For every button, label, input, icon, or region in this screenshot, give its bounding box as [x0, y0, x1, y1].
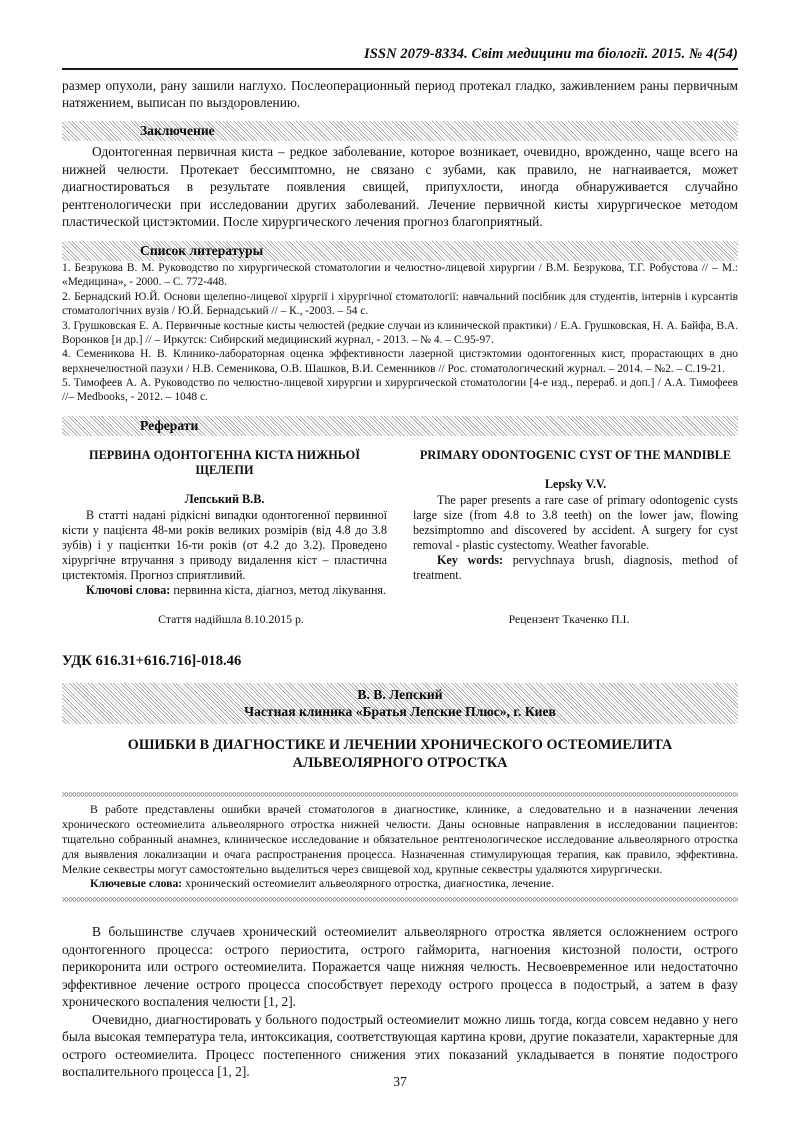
abstract-keywords-uk	[62, 583, 387, 598]
list-item: 3. Грушковская Е. А. Первичные костные кисты челюстей (редкие случаи из клинической практики) / Е.А. Грушковская, Н. А. Байфа, В.А. Воронков [и др.] // – Иркутск: Сибирский медицинский журнал, - 2013. – № 4. – С.95-97.	[62, 319, 738, 346]
abstract-keywords-en	[413, 553, 738, 583]
submission-row	[62, 612, 738, 627]
abstract-keywords-value-uk: первинна кіста, діагноз, метод лікування.	[173, 582, 387, 597]
page-title	[62, 737, 738, 772]
article-title-line1: ОШИБКИ В ДИАГНОСТИКЕ И ЛЕЧЕНИИ ХРОНИЧЕСКОГО ОСТЕОМИЕЛИТА	[127, 737, 673, 754]
abstract-column-ukrainian	[62, 448, 387, 597]
reviewer-name: Рецензент Ткаченко П.І.	[508, 611, 630, 626]
section-heading-references	[62, 241, 738, 262]
article-body	[62, 923, 738, 1080]
wavy-border-top	[62, 792, 738, 797]
abstract-author-en: Lepsky V.V.	[544, 477, 607, 492]
conclusion-text: Одонтогенная первичная киста – редкое заболевание, которое возникает, очевидно, врожденно, чаще всего на нижней челюсти. Протекает бессимптомно, не связано с зубами, как правило, не нагнаивается, может диагностироваться в результате появления свищей, припухлости, иногда обнаруживается случайно рентгенологически при исследовании других заболеваний. Лечение первичной кисты хирургическое методом пластической цистэктомии. После хирургического лечения прогноз благоприятный.	[62, 144, 738, 230]
abstract-body-en: The paper presents a rare case of primary odontogenic cysts large size (from 4.8 to 3.8 teeth) on the lower jaw, flowing bezsimptomno and discovered by accident. A surgery for cyst removal - plastic cystectomy. Weather favorable.	[413, 493, 738, 552]
top-paragraph: размер опухоли, рану зашили наглухо. Послеоперационный период протекал гладко, заживлением раны первичным натяжением, выписан по выздоровлению.	[62, 78, 738, 111]
abstract-body-uk: В статті надані рідкісні випадки одонтогенної первинної кісти у пацієнта 48-ми років великих розмірів (від 4.8 до 3.8 зубів) і у пацієнтки 16-ти років (от 4.2 до 3.2). Проведено хірургічне втручання з приводу видалення кіст – пластична цистектомія. Прогноз сприятливий.	[62, 507, 387, 582]
body-paragraph: В большинстве случаев хронический остеомиелит альвеолярного отростка является осложнением острого одонтогенного процесса: острого периостита, острого гайморита, нагноения кистозной полости, острого перикоронита или острого остеомиелита. Поражается чаще нижняя челюсть. Несвоевременное или недостаточно эффективное лечение острого процесса способствует переходу острого процесса в подострый, а затем в фазу хронического воспаления челюсти [1, 2].	[62, 924, 738, 1010]
body-paragraph: Очевидно, диагностировать у больного подострый остеомиелит можно лишь тогда, когда совсем недавно у него была высокая температура тела, интоксикация, соответствующая картина крови, другие показатели, характерные для острого остеомиелита. Процесс постепенного снижения этих показаний укладывается в понятие подострого воспалительного процесса [1, 2].	[62, 1011, 738, 1080]
references-heading-label: Список литературы	[140, 242, 264, 258]
abstract-column-english	[413, 448, 738, 597]
abstracts-columns	[62, 448, 738, 597]
article-abstract-text: В работе представлены ошибки врачей стоматологов в диагностике, клинике, а следовательно и в назначении лечения хронического остеомиелита альвеолярного отростка нижней челюсти. Даны основные направления в исследовании пациентов: тщательно собранный анамнез, клиническое исследование и обязательное рентгенологическое исследование альвеолярного отростка для выявления локализации и очага распространения процесса. Назначенная стимулирующая терапия, как правило, эффективна. Мелкие секвестры могут самостоятельно выделиться через свищевой ход, крупные секвестры удаляются хирургически.	[62, 803, 738, 876]
article-abstract-box	[62, 783, 738, 909]
article-keywords-label: Ключевые слова:	[90, 877, 183, 891]
reference-list	[62, 261, 738, 405]
article-author: В. В. Лепский	[357, 686, 443, 702]
article-title-line2: АЛЬВЕОЛЯРНОГО ОТРОСТКА	[292, 754, 508, 771]
article-affiliation: Частная клиника «Братья Лепские Плюс», г. Киев	[244, 704, 556, 720]
running-head: ISSN 2079-8334. Світ медицини та біології. 2015. № 4(54)	[364, 46, 738, 62]
conclusion-heading-label: Заключение	[140, 122, 215, 138]
header-rule	[62, 68, 738, 70]
abstract-title-en: PRIMARY ODONTOGENIC CYST OF THE MANDIBLE	[419, 448, 732, 463]
list-item: 2. Бернадский Ю.Й. Основи щелепно-лицевої хірургії і хірургічної стоматології: навчальний посібник для студентів, інтернів і курсантів стоматологічних вузів / Ю.Й. Бернадський // – К., -2003. – 54 с.	[62, 290, 738, 318]
list-item: 5. Тимофеев А. А. Руководство по челюстно-лицевой хирургии и хирургической стоматологии [4-е изд., перераб. и доп.] / А.А. Тимофеев //– Medbooks, - 2012. – 1048 с.	[62, 376, 738, 404]
article-author-banner	[62, 683, 738, 725]
article-keywords-value: хронический остеомиелит альвеолярного отростка, диагностика, лечение.	[185, 877, 555, 891]
abstract-keywords-value-en: pervychnaya brush, diagnosis, method of treatment.	[413, 552, 738, 582]
abstracts-heading-label: Реферати	[140, 417, 199, 433]
wavy-border-bottom	[62, 897, 738, 902]
abstract-title-uk: ПЕРВИНА ОДОНТОГЕННА КІСТА НИЖНЬОЇ ЩЕЛЕПИ	[89, 448, 360, 478]
article-keywords	[62, 877, 738, 892]
section-heading-abstracts	[62, 416, 738, 437]
page-number: 37	[393, 1074, 407, 1089]
list-item: 4. Семеникова Н. В. Клинико-лабораторная оценка эффективности лазерной цистэктомии одонтогенных кист, прорастающих в дно верхнечелюстной пазухи / Н.В. Семеникова, О.В. Шашков, В.И. Семенников // Рос. стоматологический журнал. – 2014. – №2. – С.19-21.	[62, 348, 738, 375]
submission-date: Стаття надійшла 8.10.2015 р.	[158, 611, 304, 626]
list-item: 1. Безрукова В. М. Руководство по хирургической стоматологии и челюстно-лицевой хирургии / В.М. Безрукова, Т.Г. Робустова // – М.: «Медицина», - 2000. – С. 772-448.	[62, 262, 738, 289]
abstract-keywords-label-uk: Ключові слова:	[86, 582, 171, 597]
section-heading-conclusion	[62, 121, 738, 142]
abstract-author-uk: Лепський В.В.	[184, 491, 265, 506]
abstract-keywords-label-en: Key words:	[437, 552, 504, 567]
udc-code: УДК 616.31+616.716]-018.46	[62, 652, 242, 669]
article-abstract-content	[62, 797, 738, 897]
